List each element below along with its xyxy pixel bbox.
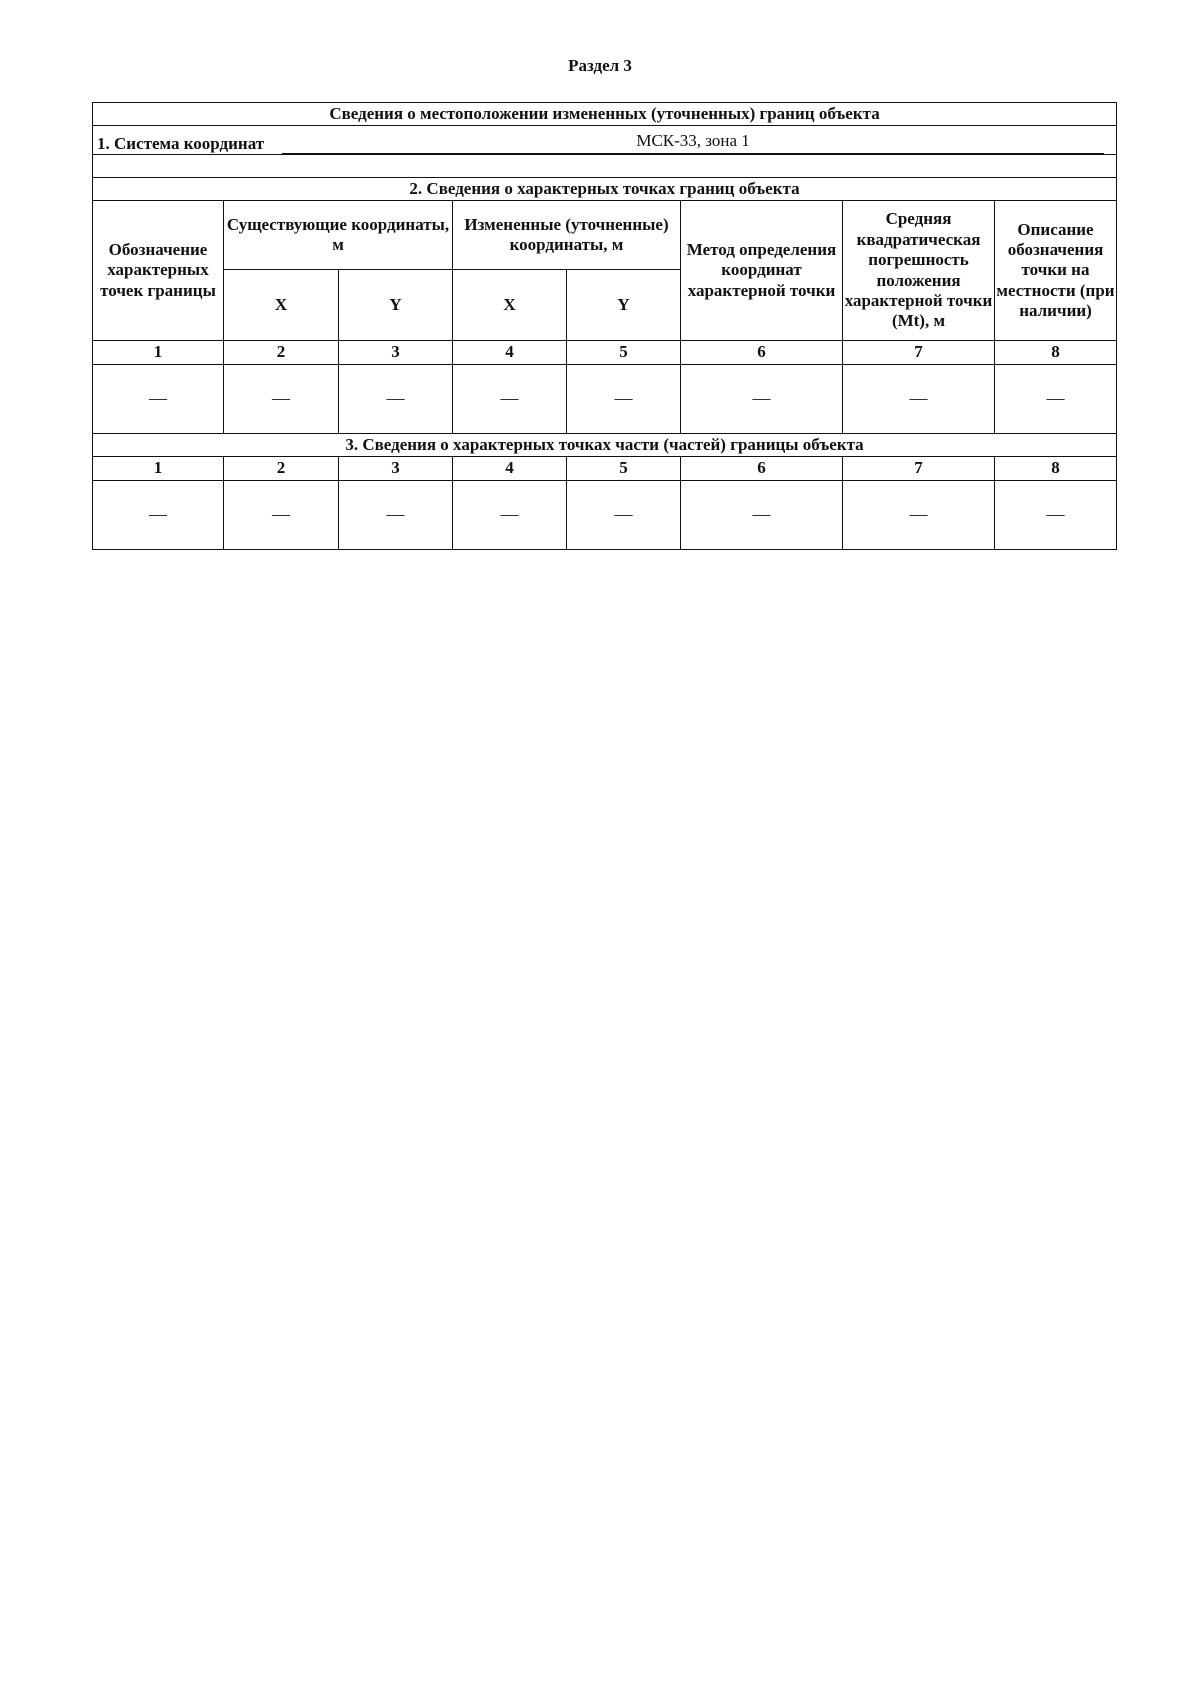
section3-title: 3. Сведения о характерных точках части (частей) границы объекта: [93, 434, 1117, 457]
column-number: 8: [995, 457, 1117, 481]
table-cell: —: [224, 481, 339, 550]
table-cell: —: [843, 365, 995, 434]
boundary-info-table: [92, 102, 1117, 550]
column-number: 1: [93, 457, 224, 481]
column-number: 7: [843, 341, 995, 365]
table-cell: —: [567, 365, 681, 434]
table-cell: —: [339, 481, 453, 550]
table-cell: —: [681, 481, 843, 550]
header-method: Метод определения координат характерной точки: [681, 201, 843, 341]
section3-data-row: [93, 481, 1117, 550]
table-cell: —: [93, 481, 224, 550]
header-changed-coordinates: Измененные (уточненные) координаты, м: [453, 201, 681, 270]
column-number: 5: [567, 457, 681, 481]
column-number: 4: [453, 341, 567, 365]
column-number: 6: [681, 341, 843, 365]
table-cell: —: [681, 365, 843, 434]
table-cell: —: [843, 481, 995, 550]
header-point-description: Описание обозначения точки на местности (при наличии): [995, 201, 1117, 341]
header-existing-x: X: [224, 270, 339, 341]
section2-number-row: [93, 341, 1117, 365]
table-title: Сведения о местоположении измененных (уточненных) границ объекта: [93, 103, 1117, 126]
column-number: 3: [339, 341, 453, 365]
table-cell: —: [453, 365, 567, 434]
header-mean-square-error: Средняя квадратическая погрешность положения характерной точки (Mt), м: [843, 201, 995, 341]
column-number: 4: [453, 457, 567, 481]
table-cell: —: [453, 481, 567, 550]
column-number: 1: [93, 341, 224, 365]
spacer-row: [93, 155, 1117, 178]
coordinate-system-label: 1. Система координат: [97, 133, 265, 153]
header-point-designation: Обозначение характерных точек границы: [93, 201, 224, 341]
column-number: 5: [567, 341, 681, 365]
table-cell: —: [224, 365, 339, 434]
column-number: 2: [224, 341, 339, 365]
coordinate-system-value: МСК-33, зона 1: [282, 131, 1104, 154]
header-existing-coordinates: Существующие координаты, м: [224, 201, 453, 270]
table-cell: —: [93, 365, 224, 434]
section3-number-row: [93, 457, 1117, 481]
coordinate-system-row: [93, 126, 1117, 155]
column-number: 7: [843, 457, 995, 481]
header-changed-y: Y: [567, 270, 681, 341]
column-number: 6: [681, 457, 843, 481]
table-cell: —: [339, 365, 453, 434]
column-number: 8: [995, 341, 1117, 365]
table-cell: —: [995, 481, 1117, 550]
page-heading: Раздел 3: [568, 56, 632, 75]
section2-data-row: [93, 365, 1117, 434]
column-number: 2: [224, 457, 339, 481]
column-number: 3: [339, 457, 453, 481]
table-cell: —: [995, 365, 1117, 434]
header-changed-x: X: [453, 270, 567, 341]
section2-title: 2. Сведения о характерных точках границ объекта: [93, 178, 1117, 201]
header-existing-y: Y: [339, 270, 453, 341]
table-cell: —: [567, 481, 681, 550]
